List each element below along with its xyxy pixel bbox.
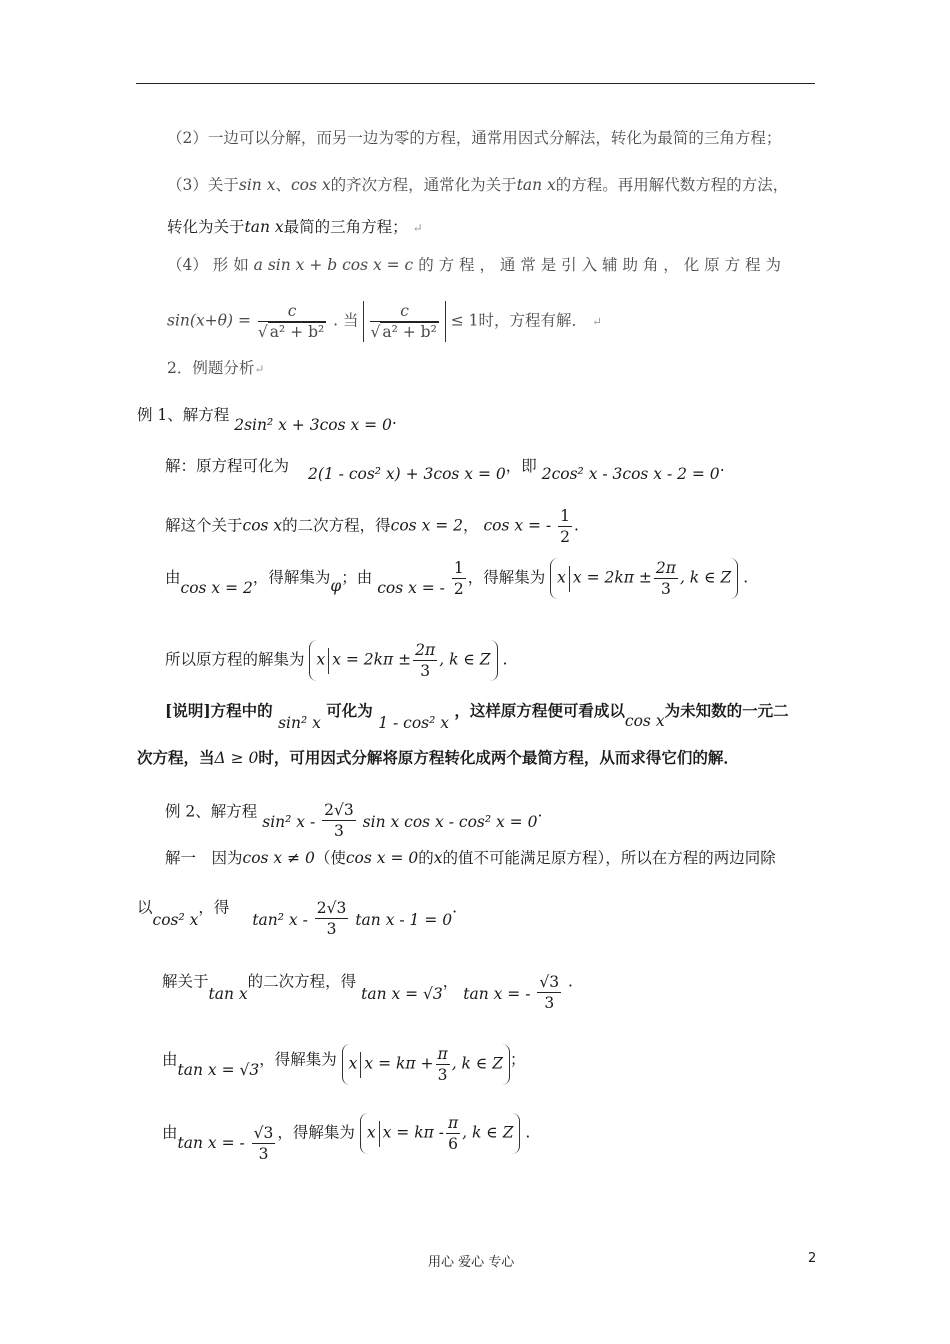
item-3-line2: 转化为关于tan x最简的三角方程； ↵ (167, 218, 423, 236)
ex1-quadratic: 解这个关于cos x的二次方程，得cos x = 2， cos x = - $\frac{1}{2}$ . (165, 507, 579, 546)
item-4-line2: sin(x+θ) = $\frac{c}{\text{√ a² + b²}}$ . 当 $\frac{c}{\text{√ a² + b²}}$ ≤ 1时，方程有解． ↵ (167, 302, 603, 341)
ex1-solution: 解：原方程可化为 2(1 - cos² x) + 3cos x = 0，即 2cos² x - 3cos x - 2 = 0. (165, 457, 725, 483)
ex2-set1: 由tan x = √3，得解集为 x x = kπ + $\frac{\pi}{3}$ , k ∈ Z ； (162, 1045, 526, 1084)
item-3-line1: （3）关于sin x、cos x的齐次方程，通常化为关于tan x的方程。再用解代数方程的方法， (167, 176, 789, 194)
item-2 (167, 127, 950, 149)
page-number: 2 (808, 1251, 817, 1266)
ex1-final: 所以原方程的解集为 x x = 2kπ ± $\frac{2\pi}{3}$ , k ∈ Z . (165, 641, 508, 680)
ex2-set2: 由tan x = - $\frac{√3}{3}$ ，得解集为 x x = kπ - $\frac{\pi}{6}$ , k ∈ Z . (162, 1114, 531, 1163)
item-2-text: （2）一边可以分解，而另一边为零的方程，通常用因式分解法，转化为最简的三角方程； (167, 129, 782, 147)
ex2-quadratic: 解关于tan x的二次方程，得 tan x = √3， tan x = - $\frac{√3}{3}$ . (162, 972, 573, 1012)
note-line2: 次方程，当Δ ≥ 0时，可用因式分解将原方程转化成两个最简方程，从而求得它们的解． (137, 748, 739, 767)
ex2-divide: 以cos² x，得 tan² x - $\frac{2√3}{3}$ tan x - 1 = 0. (137, 898, 458, 938)
ex2-sol1: 解一 因为cos x ≠ 0（使cos x = 0的x的值不可能满足原方程），所以在方程的两边同除 (165, 849, 776, 867)
header-rule (136, 83, 815, 84)
section-heading: 2．例题分析↵ (167, 359, 265, 377)
ex2-question: 例 2、解方程 sin² x - $\frac{2√3}{3}$ sin x cos x - cos² x = 0. (165, 801, 543, 840)
ex1-solution-sets: 由cos x = 2，得解集为φ；由 cos x = - $\frac{1}{2}$ ，得解集为 x x = 2kπ ± $\frac{2\pi}{3}$ , k ∈ Z . (165, 559, 749, 598)
footer-motto: 用心 爱心 专心 (428, 1255, 515, 1270)
note-line1: [说明]方程中的 sin² x 可化为 1 - cos² x ，这样原方程便可看成以cos x为未知数的一元二 (165, 701, 789, 732)
item-4-line1: （4） 形 如 a sin x + b cos x = c 的 方 程 ， 通 常 是 引 入 辅 助 角 ， 化 原 方 程 为 (167, 256, 781, 274)
ex1-question: 例 1、解方程 2sin² x + 3cos x = 0. (137, 406, 397, 434)
